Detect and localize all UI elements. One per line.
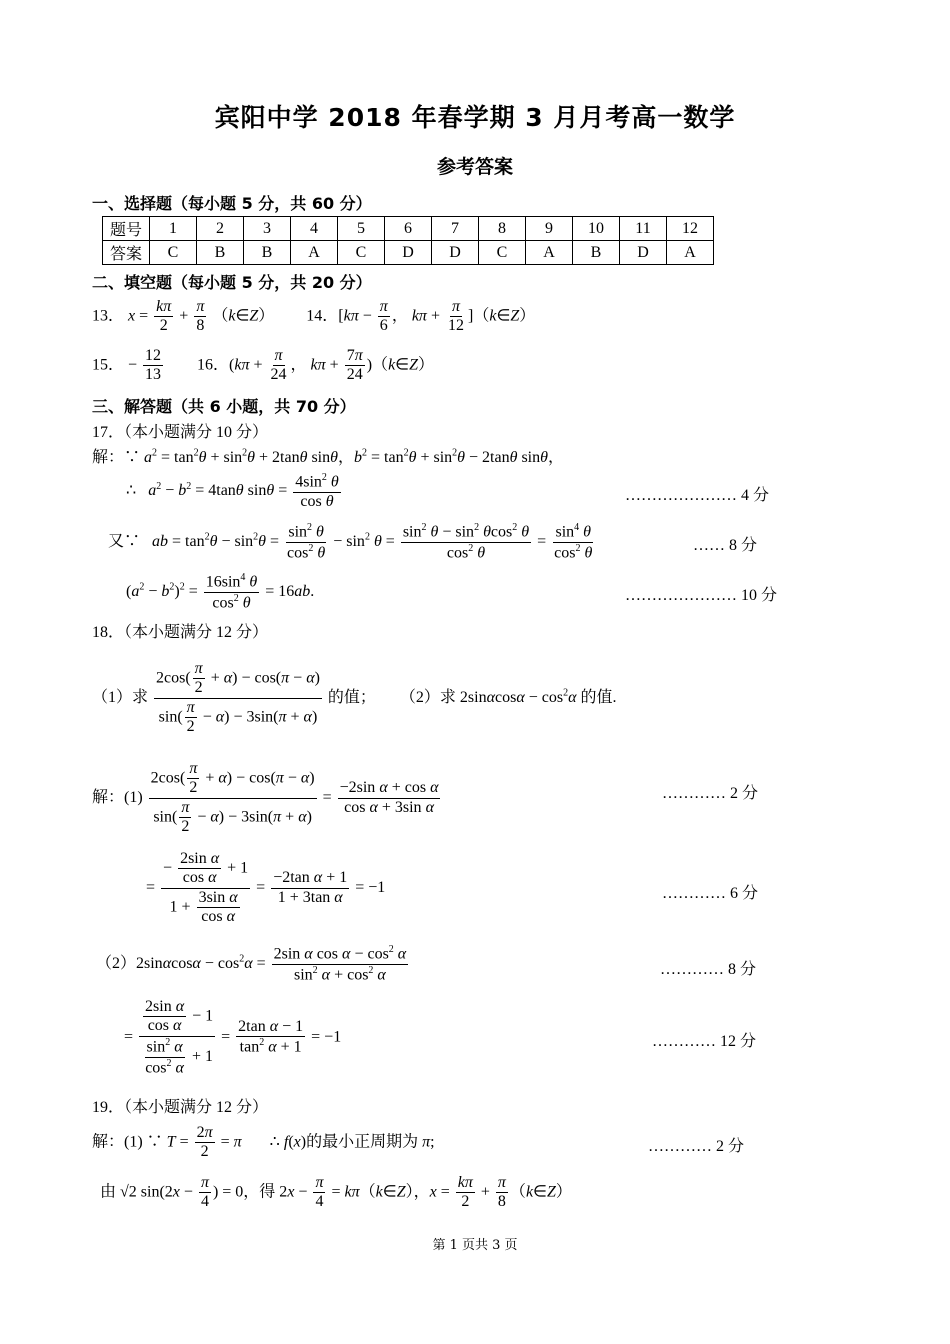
table-cell: D	[432, 241, 479, 265]
q17-line3: 又∵ ab = $\tan^2\theta - \sin^2\theta$ = $\frac{\sin^2 \theta}{\cos^2 \theta}$ − $\sin^2 \theta$ = $\frac{\sin^2 \theta - \sin^2 \theta\cos^2 \theta}{\cos^2 \theta}$ = $\frac{\sin^4 \theta}{\cos^2 \theta}$	[108, 522, 593, 562]
table-cell: 7	[432, 217, 479, 241]
question-17-heading: 17．（本小题满分 10 分）	[92, 424, 269, 441]
q18-solution-3: $(2)2\sin\alpha\cos\alpha - \cos^2\alpha$ = $\frac{2\sin \alpha \cos \alpha - \cos^2 \alpha}{\sin^2 \alpha + \cos^2 \alpha}$	[96, 944, 407, 984]
table-cell: D	[620, 241, 667, 265]
table-cell: 12	[667, 217, 714, 241]
table-row-numbers	[103, 217, 714, 241]
table-cell: 9	[526, 217, 573, 241]
q18-solution-2: = − $\frac{\text{2sin α}}{\text{cos α}}$ + 1 1 + $\frac{\text{3sin α}}{\text{cos α}}$ = $\frac{\text{−2tan α + 1}}{\text{1 + 3tan α}}$ = −1	[146, 850, 386, 926]
section-choice-heading: 一、选择题（每小题 5 分，共 60 分）	[92, 194, 372, 213]
score-18a: ………… 2 分	[662, 785, 759, 802]
table-header-cell: 题号	[103, 217, 150, 241]
score-18d: ………… 12 分	[652, 1033, 757, 1050]
table-cell: 11	[620, 217, 667, 241]
table-cell: 5	[338, 217, 385, 241]
question-18-heading: 18．（本小题满分 12 分）	[92, 624, 269, 641]
q17-line1: 解：∵ $a^2 = \tan^2\theta + \sin^2\theta + 2\tan\theta$ sinθ，$b^2 = \tan^2\theta + \sin^2\theta - 2\tan\theta$ sinθ，	[92, 447, 564, 466]
section-solution-heading: 三、解答题（共 6 小题，共 70 分）	[92, 397, 356, 416]
q19-line2: 由 √2 sin(2x − $\frac{\pi}{4}$ ) = 0，得 2x − $\frac{\pi}{4}$ = kπ（k∈Z），x = $\frac{k\pi}{2}$ + $\frac{\pi}{8}$ （k∈Z）	[100, 1174, 572, 1211]
score-17b: …… 8 分	[693, 537, 758, 554]
answer-table	[102, 216, 714, 265]
q17-line2: ∴ $a^2 - b^2 = 4\tan\theta$ sinθ = $\frac{4\sin^2 \theta}{\text{cos θ}}$	[126, 472, 339, 510]
table-cell: A	[667, 241, 714, 265]
table-cell: C	[479, 241, 526, 265]
q18-solution-1: 解：(1) 2cos( $\frac{\pi}{2}$ + α) − cos(π − α) sin( $\frac{\pi}{2}$ − α) − 3sin(π + α) = $\frac{\text{−2sin α + cos α}}{\text{cos α + 3sin α}}$	[92, 760, 439, 836]
table-cell: A	[526, 241, 573, 265]
score-17a: ………………… 4 分	[625, 487, 770, 504]
score-19a: ………… 2 分	[648, 1138, 745, 1155]
page-subtitle: 参考答案	[436, 156, 513, 178]
table-cell: 1	[150, 217, 197, 241]
q19-line1: 解：(1) ∵ T = $\frac{2\pi}{2}$ = π ∴ f(x)的最小正周期为 π;	[92, 1124, 435, 1161]
table-cell: 8	[479, 217, 526, 241]
table-header-cell: 答案	[103, 241, 150, 265]
score-18b: ………… 6 分	[662, 885, 759, 902]
table-cell: 6	[385, 217, 432, 241]
answer-15-16: 15． − $\frac{12}{13}$ 16．(kπ + $\frac{\pi}{24}$ ， kπ + $\frac{7\pi}{24}$ )（k∈Z）	[92, 347, 435, 384]
table-cell: 3	[244, 217, 291, 241]
table-cell: 10	[573, 217, 620, 241]
score-18c: ………… 8 分	[660, 961, 757, 978]
table-cell: 4	[291, 217, 338, 241]
answer-13-14: 13． x = $\frac{k\pi}{2}$ + $\frac{\pi}{8}$ （k∈Z） 14．[kπ − $\frac{\pi}{6}$ ， kπ + $\frac{\pi}{12}$ ]（k∈Z）	[92, 298, 536, 335]
q18-problem: （1）求 2cos( $\frac{\pi}{2}$ + α) − cos(π − α) sin( $\frac{\pi}{2}$ − α) − 3sin(π + α) 的值； （2）求 $2\sin\alpha\cos\alpha - \cos^2\alpha$ 的值.	[92, 660, 617, 736]
page-title: 宾阳中学 2018 年春学期 3 月月考高一数学	[214, 103, 736, 132]
q17-line4: $(a^2 - b^2)^2$ = $\frac{16\sin^4 \theta}{\cos^2 \theta}$ = 16ab.	[126, 572, 315, 612]
table-cell: C	[338, 241, 385, 265]
table-cell: B	[197, 241, 244, 265]
table-cell: B	[244, 241, 291, 265]
section-fill-heading: 二、填空题（每小题 5 分，共 20 分）	[92, 273, 372, 292]
table-row-answers	[103, 241, 714, 265]
question-19-heading: 19．（本小题满分 12 分）	[92, 1099, 269, 1116]
score-17c: ………………… 10 分	[625, 587, 778, 604]
q18-solution-4: = $\frac{\text{2sin α}}{\text{cos α}}$ − 1 $\frac{\sin^2 \alpha}{\cos^2 \alpha}$ + 1 = $\frac{\text{2tan α − 1}}{\tan^2 \alpha + 1}$ = −1	[124, 998, 342, 1076]
table-cell: B	[573, 241, 620, 265]
table-cell: C	[150, 241, 197, 265]
page-footer: 第 1 页共 3 页	[432, 1238, 518, 1253]
table-cell: 2	[197, 217, 244, 241]
table-cell: D	[385, 241, 432, 265]
table-cell: A	[291, 241, 338, 265]
